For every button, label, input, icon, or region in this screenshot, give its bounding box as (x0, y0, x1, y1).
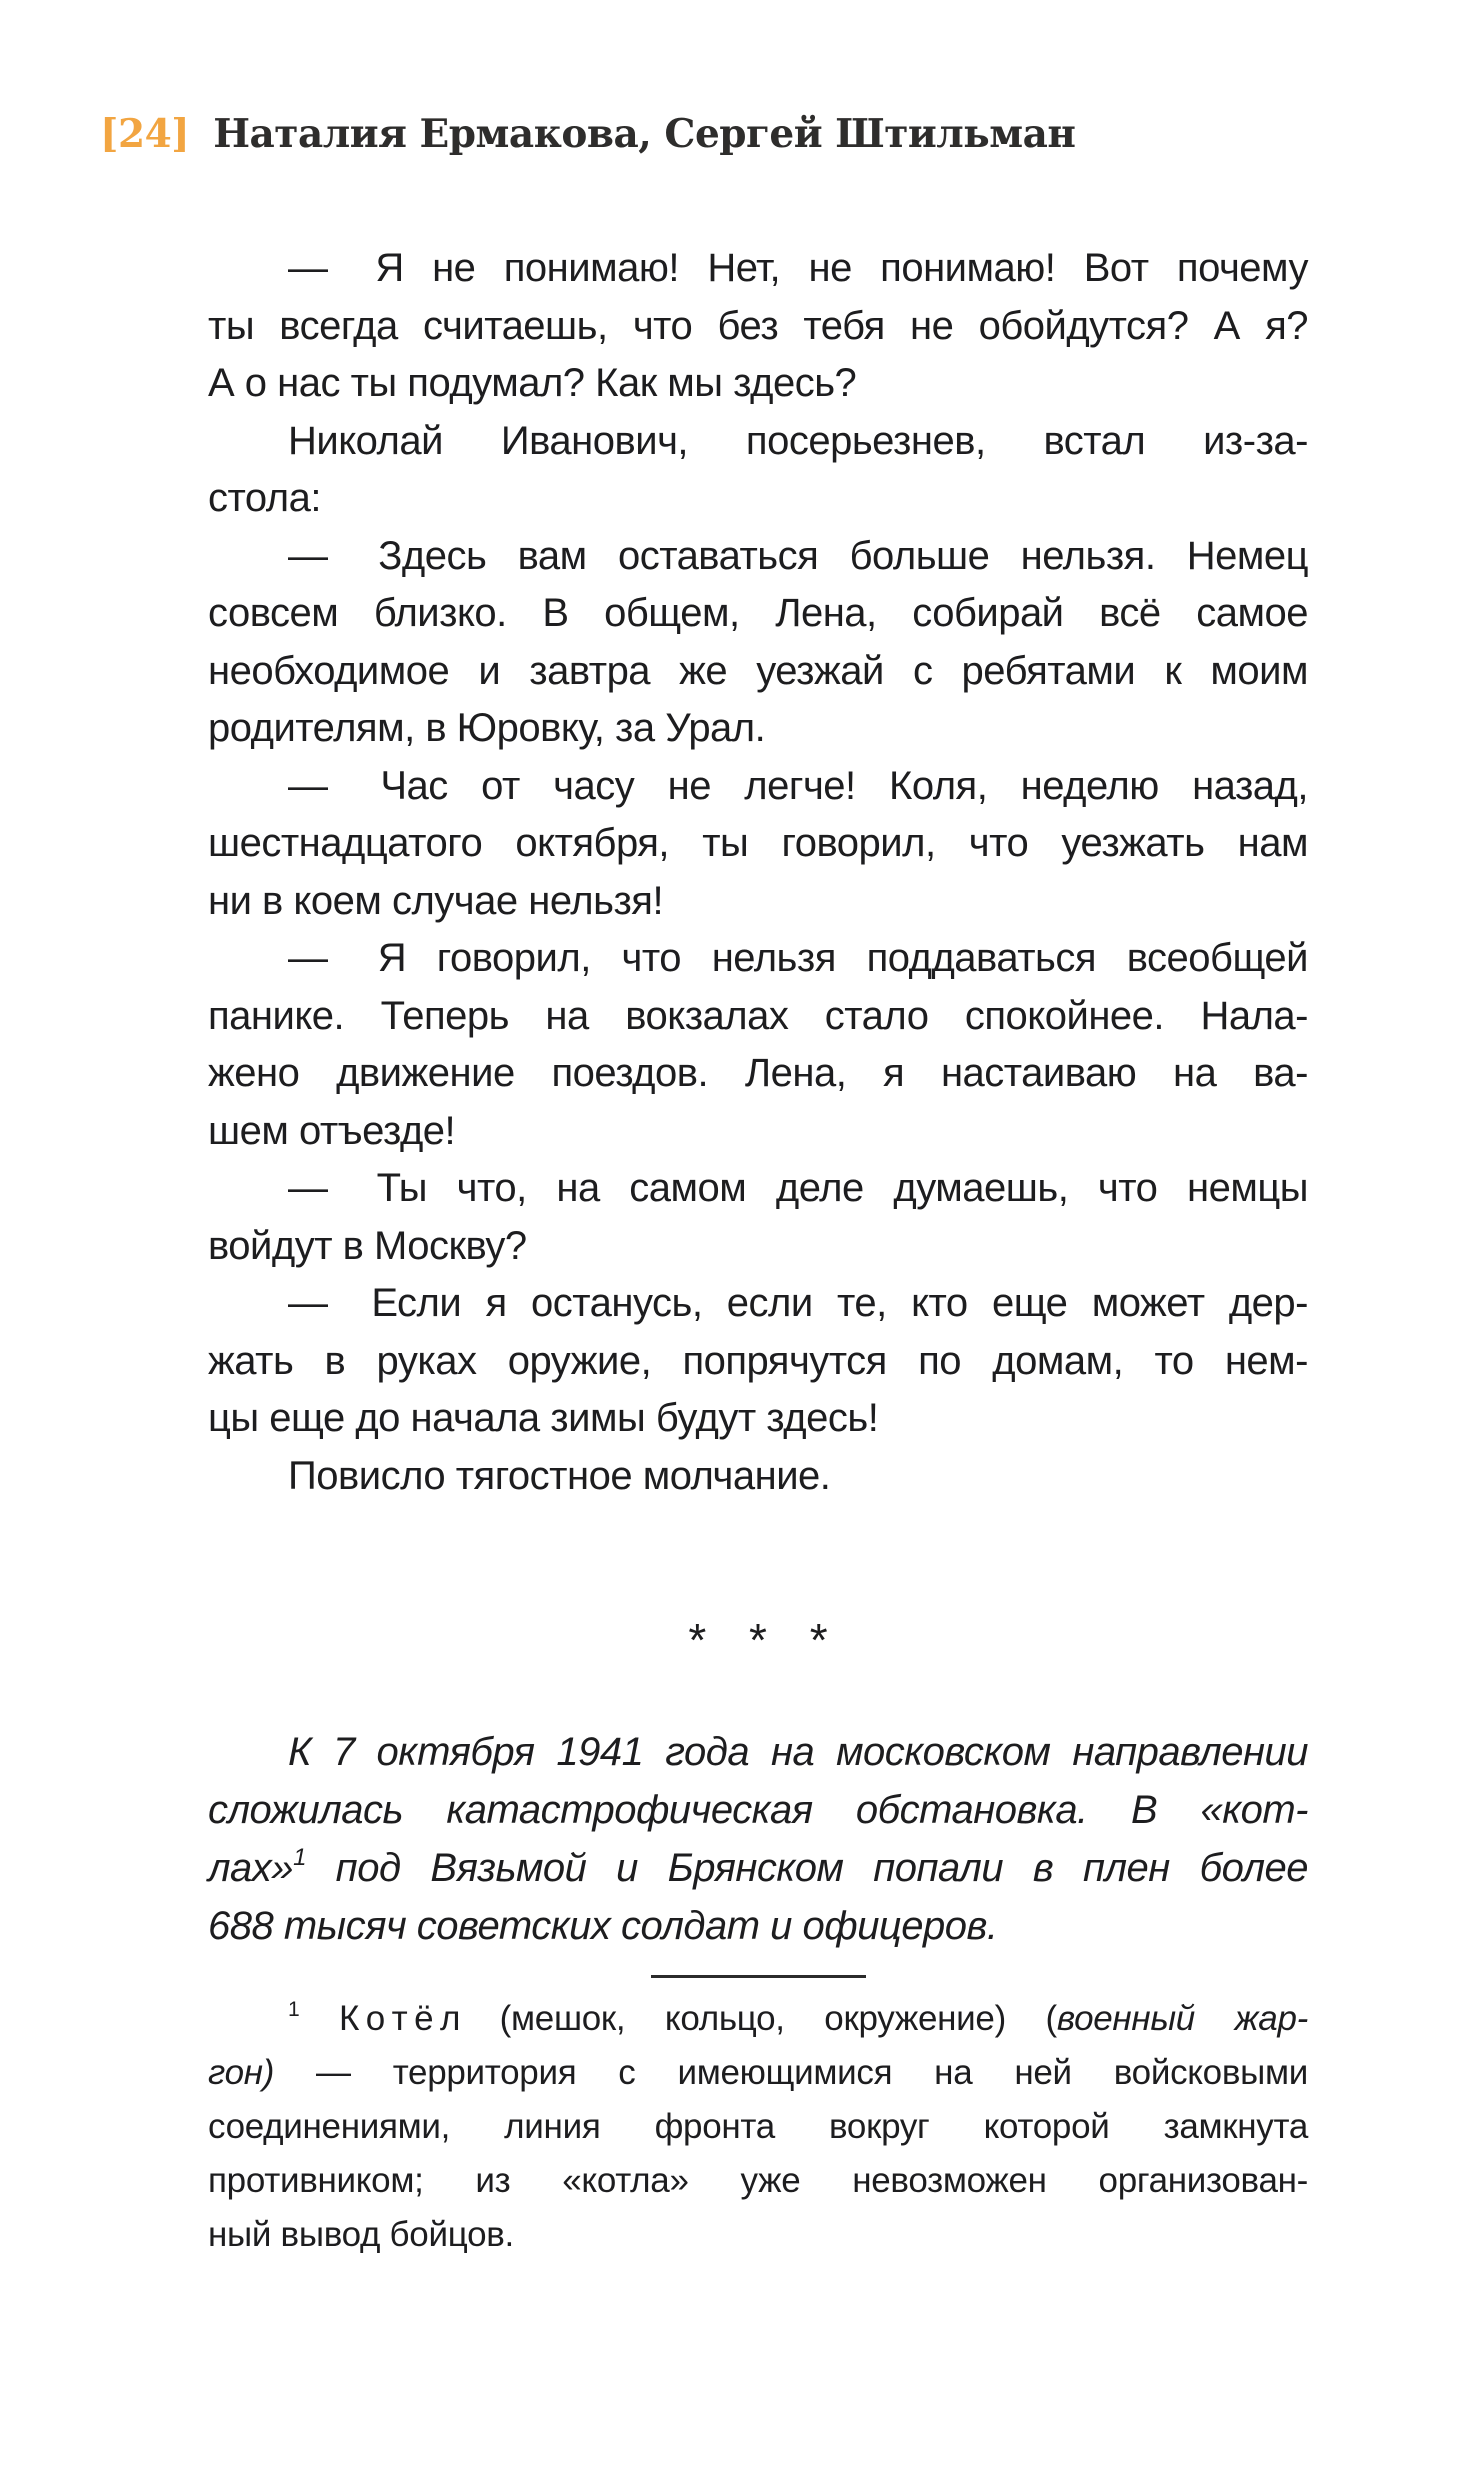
text-line: — Здесь вам оставаться больше нельзя. Немец (288, 533, 1308, 578)
text-line: жено движение поездов. Лена, я настаиваю на ва- (208, 1051, 1308, 1095)
section-separator: * * * (688, 1614, 828, 1666)
text-segment-italic: гон) (208, 2053, 275, 2092)
text-line: ты всегда считаешь, что без тебя не обойдутся? А я? (208, 303, 1308, 348)
header-authors: Наталия Ермакова, Сергей Штильман (213, 111, 1076, 157)
footnote-marker: 1 (293, 1844, 306, 1871)
text-line: ный вывод бойцов. (208, 2215, 514, 2254)
text-segment-italic: военный жар- (1056, 1999, 1308, 2038)
footnote-rule (651, 1975, 866, 1978)
text-line: шем отъезде! (208, 1108, 456, 1153)
text-line: противником; из «котла» уже невозможен организован- (208, 2161, 1308, 2200)
text-line: Повисло тягостное молчание. (288, 1453, 831, 1498)
text-line: стола: (208, 476, 321, 520)
text-segment: К о т ё л (мешок, кольцо, окружение) ( (299, 1999, 1057, 2038)
paragraph (208, 240, 1308, 413)
text-line: 688 тысяч советских солдат и офицеров. (208, 1904, 998, 1948)
text-line (208, 1839, 1308, 1897)
text-line: А о нас ты подумал? Как мы здесь? (208, 361, 857, 405)
paragraph (208, 758, 1308, 931)
footnote-marker: 1 (288, 1998, 300, 2021)
text-line: Николай Иванович, посерьезнев, встал из-за- (288, 418, 1308, 463)
text-line: совсем близко. В общем, Лена, собирай всё самое (208, 591, 1308, 635)
text-line: необходимое и завтра же уезжай с ребятами к моим (208, 648, 1308, 693)
text-line: шестнадцатого октября, ты говорил, что уезжать нам (208, 821, 1308, 865)
historical-note (208, 1723, 1308, 1955)
page-number: [24] (100, 111, 190, 157)
text-segment: лах» (208, 1846, 294, 1890)
text-line: соединениями, линия фронта вокруг которой замкнута (208, 2107, 1308, 2146)
text-line (208, 1992, 1308, 2046)
page-header (100, 112, 1476, 156)
text-segment: под Вязьмой и Брянском попали в плен более (305, 1846, 1308, 1890)
text-line (208, 2046, 1308, 2100)
paragraph (208, 528, 1308, 758)
text-line: — Ты что, на самом деле думаешь, что немцы (288, 1166, 1308, 1210)
text-line: — Я говорил, что нельзя поддаваться всеобщей (288, 936, 1308, 980)
text-line: сложилась катастрофическая обстановка. В «кот- (208, 1788, 1308, 1832)
paragraph (208, 930, 1308, 1160)
text-line: войдут в Москву? (208, 1223, 527, 1268)
text-line: ни в коем случае нельзя! (208, 878, 664, 923)
text-line: цы еще до начала зимы будут здесь! (208, 1396, 879, 1440)
paragraph (208, 1448, 1308, 1506)
text-segment: — территория с имеющимися на ней войсковыми (274, 2053, 1308, 2092)
page-body (208, 240, 1308, 2262)
text-line: — Если я останусь, если те, кто еще может дер- (288, 1281, 1308, 1325)
footnote (208, 1992, 1308, 2262)
text-line: родителям, в Юровку, за Урал. (208, 706, 766, 750)
text-line: панике. Теперь на вокзалах стало спокойнее. Нала- (208, 993, 1308, 1038)
text-line: К 7 октября 1941 года на московском направлении (288, 1730, 1308, 1774)
paragraph (208, 1160, 1308, 1275)
paragraph (208, 1275, 1308, 1448)
text-line: жать в руках оружие, попрячутся по домам, то нем- (208, 1338, 1308, 1383)
paragraph (208, 413, 1308, 528)
text-line: — Я не понимаю! Нет, не понимаю! Вот почему (288, 246, 1308, 290)
text-line: — Час от часу не легче! Коля, неделю назад, (288, 763, 1308, 808)
